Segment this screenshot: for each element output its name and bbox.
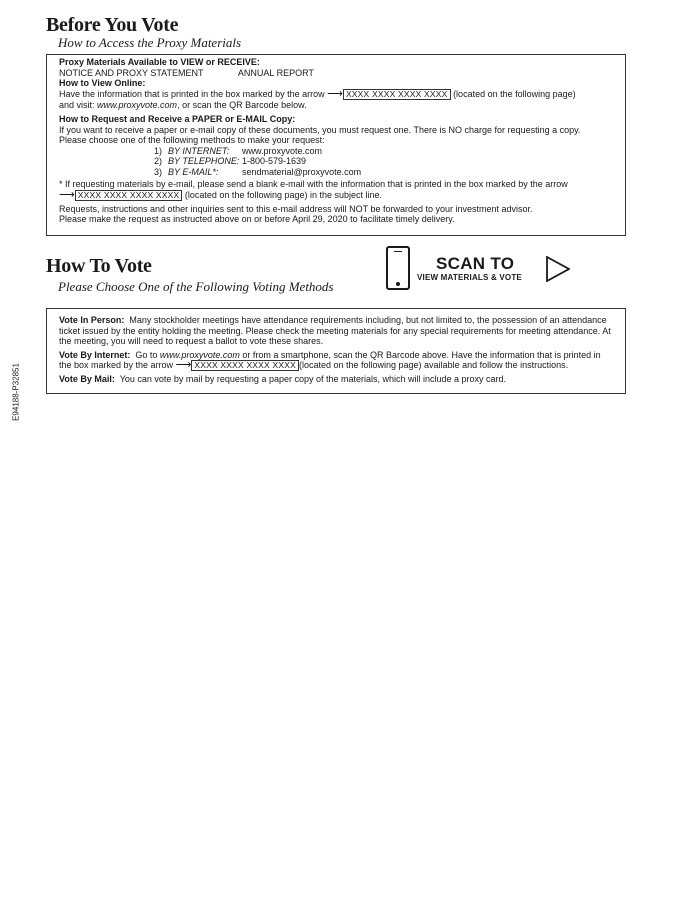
how-to-vote-title: How To Vote — [46, 255, 152, 277]
document-code-text: E94188-P32851 — [11, 363, 21, 421]
play-arrow-icon — [546, 256, 570, 282]
proxyvote-link[interactable]: www.proxyvote.com — [97, 99, 178, 110]
how-to-vote-subtitle: Please Choose One of the Following Voting Methods — [58, 279, 334, 294]
available-heading: Proxy Materials Available to VIEW or RECEIVE: — [59, 57, 260, 67]
request-text-1: If you want to receive a paper or e-mail copy of these documents, you must request one. There is NO charge for requesting a copy. — [59, 124, 581, 135]
method-internet: 1) BY INTERNET: www.proxyvote.com — [154, 145, 323, 156]
method-internet-url[interactable]: www.proxyvote.com — [242, 145, 323, 156]
request-methods-list — [154, 146, 613, 178]
method-email: 3) BY E-MAIL*: sendmaterial@proxyvote.com — [154, 166, 362, 177]
email-note: * If requesting materials by e-mail, please send a blank e-mail with the information that is printed in the box marked by the arrow — [59, 179, 568, 189]
doc-annual-report: ANNUAL REPORT — [237, 67, 314, 78]
scan-to-subheading: VIEW MATERIALS & VOTE — [417, 273, 522, 282]
request-text-2: Please choose one of the following methods to make your request: — [59, 135, 325, 145]
footer-note-1: Requests, instructions and other inquiries sent to this e-mail address will NOT be forwarded to your investment advisor. — [59, 203, 533, 214]
method-email-address[interactable]: sendmaterial@proxyvote.com — [242, 166, 362, 177]
document-code — [2, 362, 30, 422]
arrow-right-icon: ⟶ — [327, 87, 343, 100]
vote-in-person: Vote In Person: Many stockholder meetings have attendance requirements including, but not limited to, the possession of an attendance ticket issued by the entity holding the meeting. Please check the meeting materials for any special requirements for meeting attendance. At the meeting, you will need to request a ballot to vote these shares. — [59, 315, 611, 346]
proxy-materials-box — [46, 54, 626, 236]
doc-notice: NOTICE AND PROXY STATEMENT — [59, 67, 204, 78]
arrow-right-icon: ⟶ — [59, 188, 75, 201]
scan-to-heading: SCAN TO — [436, 254, 515, 273]
vote-by-internet: Vote By Internet: Go to www.proxyvote.com or from a smartphone, scan the QR Barcode above. Have the information that is printed in the box marked by the arrow ⟶ XXXX XXXX XXXX XXXX (located on the following page) available and follow the instructions. — [59, 349, 601, 371]
method-telephone: 2) BY TELEPHONE: 1-800-579-1639 — [154, 156, 307, 166]
method-telephone-number[interactable]: 1-800-579-1639 — [242, 156, 307, 166]
before-you-vote-subtitle: How to Access the Proxy Materials — [58, 35, 242, 50]
request-heading: How to Request and Receive a PAPER or E-MAIL Copy: — [59, 114, 296, 124]
control-number-box: XXXX XXXX XXXX XXXX — [343, 89, 451, 100]
footer-note-2: Please make the request as instructed above on or before April 29, 2020 to facilitate timely delivery. — [59, 214, 455, 224]
documents-line — [59, 68, 613, 79]
view-online-heading: How to View Online: — [59, 78, 146, 88]
arrow-right-icon: ⟶ — [175, 359, 192, 371]
before-you-vote-title: Before You Vote — [46, 14, 179, 36]
smartphone-icon — [386, 246, 410, 290]
proxyvote-link[interactable]: www.proxyvote.com — [159, 349, 240, 360]
control-number-box: XXXX XXXX XXXX XXXX — [75, 190, 183, 201]
vote-by-mail: Vote By Mail: You can vote by mail by requesting a paper copy of the materials, which will include a proxy card. — [59, 374, 507, 384]
voting-methods-box — [46, 308, 626, 394]
email-note-line2: ⟶ XXXX XXXX XXXX XXXX (located on the following page) in the subject line. — [59, 188, 383, 201]
scan-to-vote-banner — [386, 246, 576, 294]
control-number-box: XXXX XXXX XXXX XXXX — [191, 360, 299, 371]
view-online-text: Have the information that is printed in the box marked by the arrow ⟶ XXXX XXXX XXXX XXXX (located on the following page) and visit: www.proxyvote.com, or scan the QR Barcode below. — [59, 87, 576, 110]
